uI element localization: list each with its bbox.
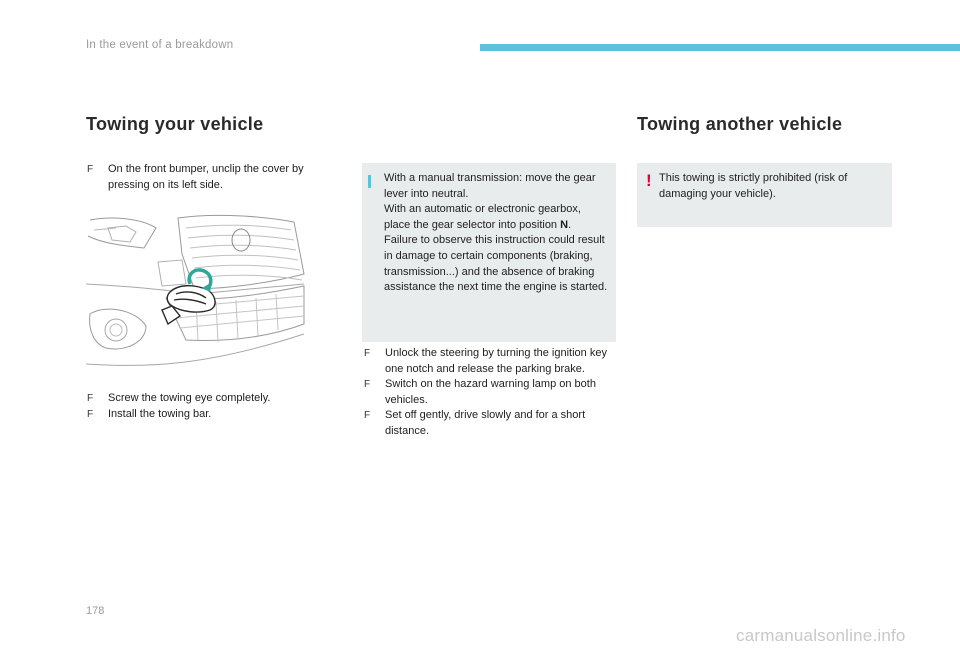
- warning-box: [637, 163, 892, 227]
- page-number: 178: [86, 605, 105, 617]
- list-item: [87, 391, 332, 407]
- section-bar: [480, 44, 960, 51]
- title-towing-another-vehicle: Towing another vehicle: [637, 114, 843, 134]
- info-line-3: Failure to observe this instruction could result in damage to certain components (braking, transmission...) and the absence of braking assistance the next time the engine is started.: [384, 234, 608, 294]
- bullet-icon: F: [364, 379, 371, 390]
- step-text: Unlock the steering by turning the ignition key one notch and release the parking brake.: [385, 347, 607, 375]
- steps-top-list: [87, 162, 332, 193]
- bullet-icon: F: [364, 410, 371, 421]
- info-line-2: With an automatic or electronic gearbox, place the gear selector into position N.: [384, 203, 581, 231]
- car-front-bumper-towing-eye-illustration: [86, 214, 306, 372]
- steps-middle-list: [364, 346, 620, 439]
- step-text: Install the towing bar.: [108, 407, 212, 420]
- info-box-text: [384, 171, 610, 296]
- list-item: [364, 377, 620, 408]
- info-icon: [368, 175, 371, 188]
- warning-text: This towing is strictly prohibited (risk of damaging your vehicle).: [659, 172, 848, 200]
- bullet-icon: F: [364, 348, 371, 359]
- list-item: [87, 162, 332, 193]
- title-towing-your-vehicle: Towing your vehicle: [86, 114, 264, 134]
- warning-exclamation-icon: !: [646, 171, 652, 190]
- step-text: Set off gently, drive slowly and for a short distance.: [385, 409, 586, 437]
- info-box: [362, 163, 616, 342]
- list-item: [87, 407, 332, 423]
- list-item: [364, 346, 620, 377]
- step-text: Screw the towing eye completely.: [108, 392, 271, 404]
- illustration-svg: [86, 214, 306, 372]
- step-text: Switch on the hazard warning lamp on both vehicles.: [385, 378, 596, 406]
- info-line-1: With a manual transmission: move the gear lever into neutral.: [384, 172, 596, 200]
- step-text: On the front bumper, unclip the cover by pressing on its left side.: [108, 163, 304, 191]
- bullet-icon: F: [87, 393, 94, 404]
- section-title: In the event of a breakdown: [86, 39, 234, 51]
- steps-bottom-list: [87, 391, 332, 422]
- gear-position-label: N: [560, 218, 569, 231]
- bullet-icon: F: [87, 164, 94, 175]
- watermark: carmanualsonline.info: [736, 626, 906, 645]
- bullet-icon: F: [87, 408, 94, 420]
- list-item: [364, 408, 620, 439]
